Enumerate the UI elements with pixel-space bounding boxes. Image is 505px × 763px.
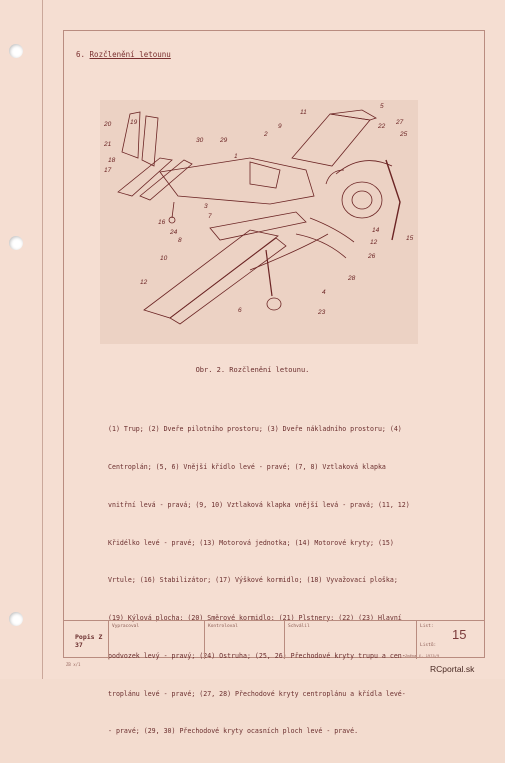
legend-line: (1) Trup; (2) Dveře pilotního prostoru; (3) Dveře nákladního prostoru; (4) [108,425,402,434]
svg-text:26: 26 [368,253,376,260]
legend-line: Křidélko levé - pravé; (13) Motorová jednotka; (14) Motorové kryty; (15) [108,538,394,547]
revision-note: Změna č. 1973/9 [405,653,440,658]
legend-line: vnitřní levá - pravá; (9, 10) Vztlaková klapka vnější levá - pravá; (11, 12) [108,500,410,509]
svg-text:22: 22 [378,123,386,130]
prepared-by-cell [109,621,205,659]
exploded-aircraft-figure [100,100,418,344]
svg-text:8: 8 [178,237,182,244]
approved-by-label: Schválil [288,624,310,629]
svg-text:20: 20 [104,121,112,128]
fuselage [160,158,314,204]
svg-text:4: 4 [322,289,326,296]
svg-text:1: 1 [234,153,238,160]
figure-callouts [103,103,414,316]
watermark: RCportal.sk [430,664,475,674]
svg-text:16: 16 [158,219,166,226]
flap-left [170,238,286,324]
cockpit [250,162,280,188]
svg-text:6: 6 [238,307,242,314]
propeller [386,160,400,240]
section-heading [76,50,171,59]
svg-text:18: 18 [108,157,116,164]
svg-text:17: 17 [104,167,112,174]
engine-cowling [342,182,382,218]
legend-line: podvozek levý - pravý; (24) Ostruha; (25, 26) Přechodové kryty trupu a cen- [108,651,406,660]
svg-text:12: 12 [140,279,148,286]
legend-line: Centroplán; (5, 6) Vnější křídlo levé - pravé; (7, 8) Vztlaková klapka [108,462,386,471]
binding-margin-line [42,0,43,679]
svg-text:30: 30 [196,137,204,144]
legend-line: (19) Kýlová plocha; (20) Směrové kormidlo; (21) Plstnery; (22) (23) Hlavní [108,614,402,623]
aircraft-drawing [100,100,418,344]
section-number: 6. [76,50,86,59]
page-code-cell [63,621,109,659]
svg-text:2: 2 [264,131,268,138]
legend-line: troplánu levé - pravé; (27, 28) Přechodové kryty centroplánu a křídla levé- [108,689,406,698]
figure-caption: Obr. 2. Rozčlenění letounu. [195,366,310,374]
legend-line: - pravé; (29, 30) Přechodové kryty ocasních ploch levé - pravé. [108,727,359,736]
section-title: Rozčlenění letounu [89,50,171,59]
rudder-part [142,116,158,166]
wing-left [144,230,278,318]
approved-by-cell [285,621,417,659]
page-code: Popis Z 37 [75,633,103,649]
svg-text:21: 21 [104,141,112,148]
svg-text:14: 14 [372,227,380,234]
svg-text:3: 3 [204,203,208,210]
svg-text:10: 10 [160,255,168,262]
svg-text:24: 24 [170,229,178,236]
svg-text:15: 15 [406,235,414,242]
legend-line: Vrtule; (16) Stabilizátor; (17) Výškové kormidlo; (18) Vyvažovací ploška; [108,576,398,585]
punch-hole-top [9,44,23,58]
form-code: ZB x/1 [66,662,81,667]
svg-text:28: 28 [348,275,356,282]
svg-text:25: 25 [400,131,408,138]
svg-text:7: 7 [208,213,212,220]
punch-hole-middle [9,236,23,250]
svg-text:5: 5 [380,103,384,110]
sheets-label: Listů: [420,643,437,648]
sheet-label: List: [420,624,434,629]
title-block [63,620,485,659]
wing-right [292,114,370,166]
sheet-number: 15 [452,627,467,642]
checked-by-cell [205,621,285,659]
svg-text:9: 9 [278,123,282,130]
centre-section [210,212,306,240]
parts-legend [108,398,480,763]
svg-text:11: 11 [300,109,307,116]
svg-text:19: 19 [130,119,138,126]
svg-text:27: 27 [396,119,404,126]
svg-text:12: 12 [370,239,378,246]
checked-by-label: Kontroloval [208,624,238,629]
punch-hole-bottom [9,612,23,626]
svg-text:23: 23 [318,309,326,316]
svg-text:29: 29 [220,137,228,144]
prepared-by-label: Vypracoval [112,624,140,629]
